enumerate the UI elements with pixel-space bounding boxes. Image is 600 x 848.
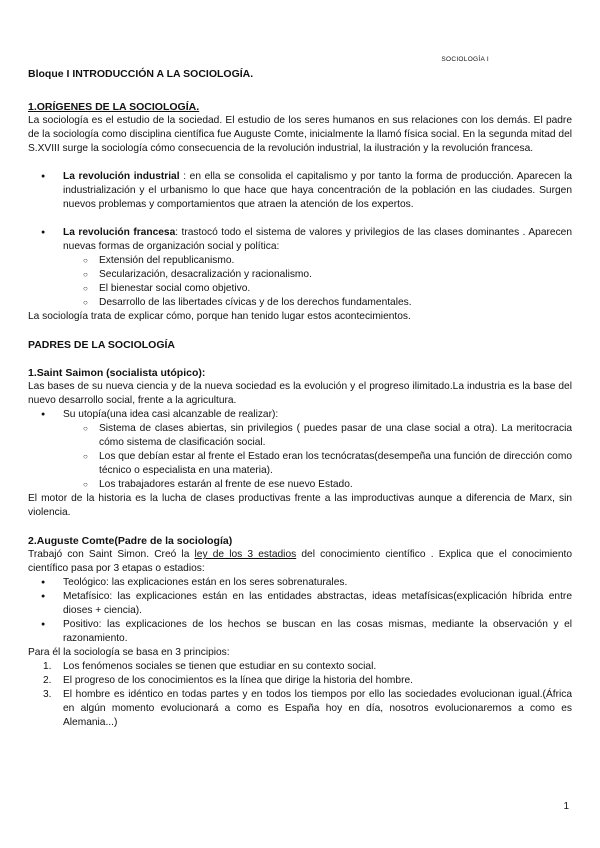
list-item: ● Positivo: las explicaciones de los hechos se buscan en las cosas mismas, mediante la observación y el razonamiento.	[63, 618, 572, 646]
bullet-list	[28, 576, 572, 646]
list-item: 3. El hombre es idéntico en todas partes y en todos los tiempos por ello las sociedades evolucionan igual.(África en algún momento evolucionará a como es España hoy en día, nosotros evolucionaremos a como es Alemania...)	[43, 689, 572, 728]
paragraph: Las bases de su nueva ciencia y de la nueva sociedad es la evolución y el progreso ilimitado.La industria es la base del nuevo desarrollo social, frente a la agricultura.	[28, 381, 572, 406]
section-heading-fathers: PADRES DE LA SOCIOLOGÍA	[28, 339, 176, 351]
paragraph: El motor de la historia es la lucha de clases productivas frente a las improductivas aunque a diferencia de Marx, sin violencia.	[28, 493, 572, 518]
sub-list	[63, 254, 572, 310]
list-item: 2. El progreso de los conocimientos es la línea que dirige la historia del hombre.	[43, 675, 413, 686]
sub-list-item: ○ Secularización, desacralización y racionalismo.	[99, 268, 572, 282]
paragraph: La sociología es el estudio de la sociedad. El estudio de los seres humanos en sus relaciones con los demás. El padre de la sociología como disciplina científica fue Auguste Comte, inicialmente la llamó física social. En la segunda mitad del S.XVIII surge la sociología cómo consecuencia de la revolución industrial, la ilustración y la revolución francesa.	[28, 115, 572, 154]
bullet-list	[28, 170, 572, 212]
list-item: 1. Los fenómenos sociales se tienen que estudiar en su contexto social.	[43, 661, 377, 672]
sub-list-item: ○ Desarrollo de las libertades cívicas y de los derechos fundamentales.	[99, 296, 572, 310]
subsection-heading-comte: 2.Auguste Comte(Padre de la sociología)	[28, 535, 233, 547]
block-title: Bloque I INTRODUCCIÓN A LA SOCIOLOGÍA.	[28, 68, 254, 80]
sub-list-item: ○ Los que debían estar al frente el Estado eran los tecnócratas(desempeña una función de dirección como técnico o especialista en una materia).	[99, 450, 572, 478]
sub-list-item: ○ Los trabajadores estarán al frente de ese nuevo Estado.	[99, 478, 572, 492]
list-item: ● Teológico: las explicaciones están en los seres sobrenaturales.	[63, 576, 572, 590]
page-content	[28, 67, 572, 730]
list-item: ● Su utopía(una idea casi alcanzable de realizar): ○ Sistema de clases abiertas, sin privilegios ( puedes pasar de una clase social a otra). La meritocracia cómo sistema de clasificación social. ○ Los que debían estar al frente el Estado eran los tecnócratas(desempeña una función de dirección como técnico o especialista en una materia). ○ Los trabajadores estarán al frente de ese nuevo Estado.	[63, 408, 572, 492]
sub-list	[63, 422, 572, 492]
sub-list-item: ○ Extensión del republicanismo.	[99, 254, 572, 268]
paragraph: Para él la sociología se basa en 3 principios:	[28, 647, 230, 658]
list-item: ● Metafísico: las explicaciones están en las entidades abstractas, ideas metafísicas(explicación híbrida entre dioses + ciencia).	[63, 590, 572, 618]
paragraph: Trabajó con Saint Simon. Creó la ley de los 3 estadios del conocimiento científico . Explica que el conocimiento científico pasa por 3 etapas o estadios:	[28, 549, 573, 574]
sub-list-item: ○ El bienestar social como objetivo.	[99, 282, 572, 296]
sub-list-item: ○ Sistema de clases abiertas, sin privilegios ( puedes pasar de una clase social a otra). La meritocracia cómo sistema de clasificación social.	[99, 422, 572, 450]
list-item: ● La revolución industrial : en ella se consolida el capitalismo y por tanto la forma de producción. Aparecen la industrialización y el urbanismo lo que hace que haya concentración de la población en las ciudades. Surgen nuevos problemas y comportamientos que atraen la atención de los expertos.	[63, 170, 572, 212]
numbered-list	[28, 660, 572, 730]
bullet-list	[28, 408, 572, 492]
law-link: ley de los 3 estadios	[194, 549, 297, 560]
page-header: SOCIOLOGÍA I	[441, 56, 489, 63]
page-number: 1	[563, 801, 569, 812]
list-item: ● La revolución francesa: trastocó todo el sistema de valores y privilegios de las clases dominantes . Aparecen nuevas formas de organización social y política: ○ Extensión del republicanismo. ○ Secularización, desacralización y racionalismo. ○ El bienestar social como objetivo. ○ Desarrollo de las libertades cívicas y de los derechos fundamentales.	[63, 226, 572, 310]
subsection-heading-saint-simon: 1.Saint Saimon (socialista utópico):	[28, 367, 206, 379]
section-heading-origins: 1.ORÍGENES DE LA SOCIOLOGÍA.	[28, 101, 200, 113]
bullet-list	[28, 226, 572, 310]
paragraph: La sociología trata de explicar cómo, porque han tenido lugar estos acontecimientos.	[28, 311, 411, 322]
